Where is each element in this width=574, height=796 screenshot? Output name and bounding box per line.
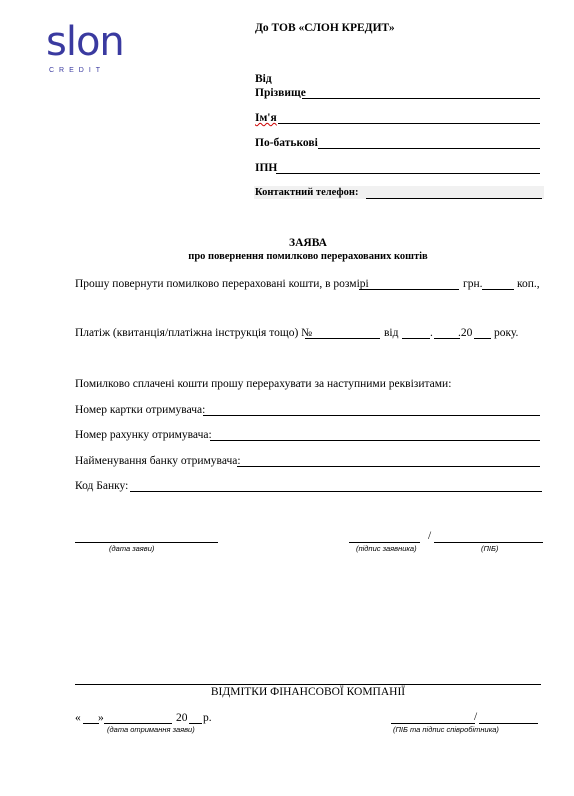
receipt-year-prefix: 20 [176,712,188,724]
employee-caption: (ПІБ та підпис співробітника) [393,725,499,734]
bank-field[interactable] [237,466,540,467]
amount-text: Прошу повернути помилково перераховані кошти, в розмірі [75,278,369,290]
patronymic-field[interactable] [318,148,540,149]
addressee: До ТОВ «СЛОН КРЕДИТ» [255,22,395,34]
account-label: Номер рахунку отримувача: [75,429,212,441]
uah-label: грн. [463,278,483,290]
applicant-signature-field[interactable] [349,542,420,543]
kop-label: коп., [517,278,540,290]
document-title: ЗАЯВА [289,237,327,249]
applicant-signature-caption: (підпис заявника) [356,544,417,553]
receipt-month-field[interactable] [104,723,172,724]
payment-text: Платіж (квитанція/платіжна інструкція тощо) № [75,327,313,339]
payment-day-field[interactable] [402,338,430,339]
payment-year-prefix: .20 [458,327,473,339]
amount-kop-field[interactable] [482,289,514,290]
tin-field[interactable] [276,173,540,174]
surname-field[interactable] [302,98,540,99]
payment-year-field[interactable] [474,338,491,339]
bank-code-label: Код Банку: [75,480,129,492]
patronymic-label: По-батькові [255,137,318,149]
employee-signature-field[interactable] [479,723,538,724]
account-field[interactable] [210,440,540,441]
from-label: Від [255,73,272,85]
bank-code-field[interactable] [130,491,542,492]
company-section-divider [75,684,541,685]
name-label: Ім'я [255,112,277,124]
application-date-field[interactable] [75,542,218,543]
payment-from-label: від [384,327,399,339]
receipt-date-caption: (дата отримання заяви) [107,725,195,734]
employee-slash: / [474,711,478,723]
name-field[interactable] [278,123,540,124]
surname-label: Прізвище [255,87,306,99]
logo-wordmark: slon [46,19,124,65]
payment-year-label: року. [494,327,519,339]
receipt-year-field[interactable] [189,723,202,724]
payment-month-field[interactable] [434,338,460,339]
application-date-caption: (дата заяви) [109,544,155,553]
phone-field[interactable] [366,198,542,199]
card-field[interactable] [203,415,540,416]
card-label: Номер картки отримувача: [75,404,206,416]
logo-subtitle: CREDIT [49,67,106,74]
receipt-date-open-quote: « [75,712,81,724]
details-intro: Помилково сплачені кошти прошу перерахувати за наступними реквізитами: [75,378,452,390]
employee-name-field[interactable] [391,723,475,724]
applicant-name-field[interactable] [434,542,543,543]
payment-date-dot: . [430,327,433,339]
bank-label: Найменування банку отримувача: [75,455,241,467]
company-logo [46,19,156,78]
receipt-day-field[interactable] [83,723,99,724]
company-section-title: ВІДМІТКИ ФІНАНСОВОЇ КОМПАНІЇ [210,686,406,698]
signature-slash: / [428,530,432,542]
receipt-date-close-quote: » [98,712,104,724]
amount-uah-field[interactable] [359,289,459,290]
phone-label: Контактний телефон: [255,187,359,198]
document-subtitle: про повернення помилково перерахованих коштів [188,251,428,262]
payment-number-field[interactable] [305,338,380,339]
receipt-year-suffix: р. [203,712,212,724]
tin-label: ІПН [255,162,278,174]
applicant-name-caption: (ПІБ) [481,544,499,553]
